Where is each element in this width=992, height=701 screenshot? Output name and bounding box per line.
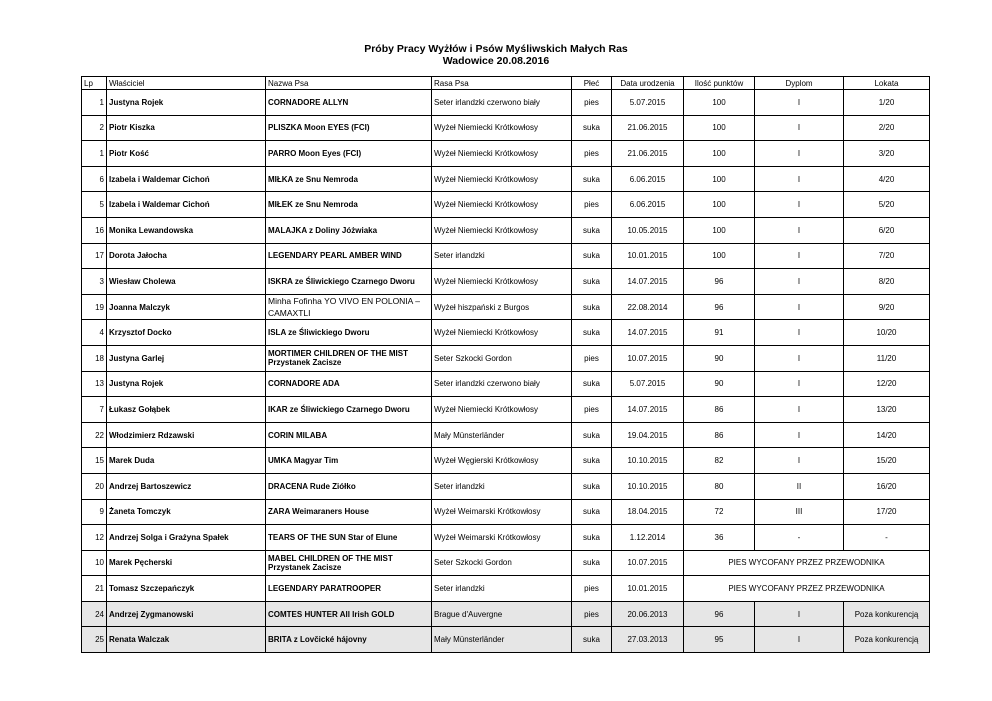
lp-cell: 1	[82, 90, 107, 116]
breed-cell: Wyżeł Niemiecki Krótkowłosy	[432, 269, 572, 295]
owner-cell: Renata Walczak	[107, 627, 266, 653]
lp-cell: 20	[82, 473, 107, 499]
dog-name-cell: MALAJKA z Doliny Jóżwiaka	[266, 217, 432, 243]
breed-cell: Brague d'Auvergne	[432, 601, 572, 627]
sex-cell: pies	[572, 192, 612, 218]
dog-name-cell: LEGENDARY PEARL AMBER WIND	[266, 243, 432, 269]
diploma-cell: I	[755, 422, 844, 448]
points-cell: 100	[684, 217, 755, 243]
dog-name-cell: ZARA Weimaraners House	[266, 499, 432, 525]
sex-cell: suka	[572, 371, 612, 397]
place-cell: 10/20	[844, 320, 930, 346]
lp-cell: 21	[82, 576, 107, 602]
birth-date-cell: 10.10.2015	[612, 448, 684, 474]
lp-cell: 16	[82, 217, 107, 243]
birth-date-cell: 18.04.2015	[612, 499, 684, 525]
owner-cell: Dorota Jałocha	[107, 243, 266, 269]
col-sex-header: Płeć	[572, 77, 612, 90]
place-cell: 13/20	[844, 397, 930, 423]
points-cell: 80	[684, 473, 755, 499]
diploma-cell: I	[755, 192, 844, 218]
lp-cell: 3	[82, 269, 107, 295]
breed-cell: Wyżeł Niemiecki Krótkowłosy	[432, 166, 572, 192]
place-cell: 6/20	[844, 217, 930, 243]
sex-cell: pies	[572, 90, 612, 116]
table-body	[82, 90, 930, 653]
breed-cell: Wyżeł Weimarski Krótkowłosy	[432, 499, 572, 525]
table-row	[82, 90, 930, 116]
owner-cell: Joanna Malczyk	[107, 294, 266, 320]
diploma-cell: I	[755, 243, 844, 269]
lp-cell: 4	[82, 320, 107, 346]
place-cell: 11/20	[844, 345, 930, 371]
dog-name-cell: PLISZKA Moon EYES (FCI)	[266, 115, 432, 141]
owner-cell: Żaneta Tomczyk	[107, 499, 266, 525]
breed-cell: Wyżeł Niemiecki Krótkowłosy	[432, 115, 572, 141]
points-cell: 90	[684, 345, 755, 371]
birth-date-cell: 21.06.2015	[612, 141, 684, 167]
table-row	[82, 141, 930, 167]
sex-cell: pies	[572, 576, 612, 602]
lp-cell: 17	[82, 243, 107, 269]
birth-date-cell: 10.01.2015	[612, 243, 684, 269]
birth-date-cell: 14.07.2015	[612, 269, 684, 295]
place-cell: 1/20	[844, 90, 930, 116]
sex-cell: suka	[572, 499, 612, 525]
sex-cell: pies	[572, 345, 612, 371]
diploma-cell: I	[755, 320, 844, 346]
owner-cell: Monika Lewandowska	[107, 217, 266, 243]
table-row	[82, 448, 930, 474]
table-row	[82, 627, 930, 653]
birth-date-cell: 14.07.2015	[612, 397, 684, 423]
dog-name-cell: MIŁKA ze Snu Nemroda	[266, 166, 432, 192]
breed-cell: Seter irlandzki	[432, 243, 572, 269]
points-cell: 96	[684, 601, 755, 627]
diploma-cell: I	[755, 269, 844, 295]
col-place-header: Lokata	[844, 77, 930, 90]
dog-name-cell: LEGENDARY PARATROOPER	[266, 576, 432, 602]
lp-cell: 25	[82, 627, 107, 653]
dog-name-cell: MIŁEK ze Snu Nemroda	[266, 192, 432, 218]
owner-cell: Andrzej Bartoszewicz	[107, 473, 266, 499]
lp-cell: 2	[82, 115, 107, 141]
breed-cell: Wyżeł hiszpański z Burgos	[432, 294, 572, 320]
col-dog-name-header: Nazwa Psa	[266, 77, 432, 90]
table-header-row	[82, 77, 930, 90]
table-row	[82, 115, 930, 141]
lp-cell: 5	[82, 192, 107, 218]
diploma-cell: I	[755, 371, 844, 397]
dog-name-cell: PARRO Moon Eyes (FCI)	[266, 141, 432, 167]
lp-cell: 19	[82, 294, 107, 320]
points-cell: 36	[684, 525, 755, 551]
lp-cell: 13	[82, 371, 107, 397]
sex-cell: suka	[572, 525, 612, 551]
birth-date-cell: 20.06.2013	[612, 601, 684, 627]
place-cell: 17/20	[844, 499, 930, 525]
points-cell: 86	[684, 422, 755, 448]
dog-name-cell: COMTES HUNTER All Irish GOLD	[266, 601, 432, 627]
birth-date-cell: 5.07.2015	[612, 371, 684, 397]
dog-name-cell: CORNADORE ALLYN	[266, 90, 432, 116]
lp-cell: 7	[82, 397, 107, 423]
withdrawn-cell: PIES WYCOFANY PRZEZ PRZEWODNIKA	[684, 550, 930, 576]
dog-name-cell: MABEL CHILDREN OF THE MIST Przystanek Zacisze	[266, 550, 432, 576]
breed-cell: Wyżeł Weimarski Krótkowłosy	[432, 525, 572, 551]
points-cell: 100	[684, 90, 755, 116]
place-cell: 2/20	[844, 115, 930, 141]
place-cell: 14/20	[844, 422, 930, 448]
diploma-cell: II	[755, 473, 844, 499]
table-row	[82, 576, 930, 602]
owner-cell: Andrzej Solga i Grażyna Spałek	[107, 525, 266, 551]
diploma-cell: I	[755, 448, 844, 474]
sex-cell: suka	[572, 115, 612, 141]
place-cell: 12/20	[844, 371, 930, 397]
place-cell: 7/20	[844, 243, 930, 269]
col-points-header: Ilość punktów	[684, 77, 755, 90]
sex-cell: suka	[572, 217, 612, 243]
owner-cell: Justyna Rojek	[107, 371, 266, 397]
points-cell: 100	[684, 141, 755, 167]
place-cell: Poza konkurencją	[844, 627, 930, 653]
table-row	[82, 166, 930, 192]
dog-name-cell: BRITA z Lovčické hájovny	[266, 627, 432, 653]
col-breed-header: Rasa Psa	[432, 77, 572, 90]
dog-name-cell: CORNADORE ADA	[266, 371, 432, 397]
table-row	[82, 371, 930, 397]
diploma-cell: I	[755, 115, 844, 141]
birth-date-cell: 1.12.2014	[612, 525, 684, 551]
points-cell: 100	[684, 115, 755, 141]
diploma-cell: I	[755, 345, 844, 371]
table-row	[82, 345, 930, 371]
owner-cell: Łukasz Gołąbek	[107, 397, 266, 423]
sex-cell: suka	[572, 448, 612, 474]
diploma-cell: I	[755, 166, 844, 192]
points-cell: 95	[684, 627, 755, 653]
table-row	[82, 473, 930, 499]
table-row	[82, 499, 930, 525]
birth-date-cell: 10.07.2015	[612, 345, 684, 371]
breed-cell: Seter Szkocki Gordon	[432, 550, 572, 576]
birth-date-cell: 14.07.2015	[612, 320, 684, 346]
owner-cell: Piotr Kość	[107, 141, 266, 167]
sex-cell: suka	[572, 320, 612, 346]
birth-date-cell: 6.06.2015	[612, 166, 684, 192]
points-cell: 82	[684, 448, 755, 474]
owner-cell: Wiesław Cholewa	[107, 269, 266, 295]
owner-cell: Justyna Rojek	[107, 90, 266, 116]
place-cell: 15/20	[844, 448, 930, 474]
owner-cell: Włodzimierz Rdzawski	[107, 422, 266, 448]
sex-cell: pies	[572, 141, 612, 167]
lp-cell: 24	[82, 601, 107, 627]
diploma-cell: I	[755, 141, 844, 167]
birth-date-cell: 5.07.2015	[612, 90, 684, 116]
points-cell: 96	[684, 269, 755, 295]
breed-cell: Wyżeł Niemiecki Krótkowłosy	[432, 217, 572, 243]
breed-cell: Seter irlandzki czerwono biały	[432, 90, 572, 116]
owner-cell: Marek Pęcherski	[107, 550, 266, 576]
sex-cell: suka	[572, 627, 612, 653]
document-header	[0, 43, 992, 67]
diploma-cell: I	[755, 90, 844, 116]
breed-cell: Seter irlandzki czerwono biały	[432, 371, 572, 397]
points-cell: 100	[684, 243, 755, 269]
dog-name-cell: TEARS OF THE SUN Star of Elune	[266, 525, 432, 551]
breed-cell: Wyżeł Niemiecki Krótkowłosy	[432, 192, 572, 218]
place-cell: 3/20	[844, 141, 930, 167]
breed-cell: Seter irlandzki	[432, 576, 572, 602]
owner-cell: Izabela i Waldemar Cichoń	[107, 166, 266, 192]
lp-cell: 15	[82, 448, 107, 474]
document-subtitle: Wadowice 20.08.2016	[442, 55, 550, 67]
sex-cell: suka	[572, 294, 612, 320]
col-birth-date-header: Data urodzenia	[612, 77, 684, 90]
col-diploma-header: Dyplom	[755, 77, 844, 90]
place-cell: 4/20	[844, 166, 930, 192]
lp-cell: 9	[82, 499, 107, 525]
lp-cell: 6	[82, 166, 107, 192]
points-cell: 72	[684, 499, 755, 525]
col-lp-header: Lp	[82, 77, 107, 90]
table-row	[82, 217, 930, 243]
table-row	[82, 294, 930, 320]
breed-cell: Seter Szkocki Gordon	[432, 345, 572, 371]
dog-name-cell: UMKA Magyar Tim	[266, 448, 432, 474]
place-cell: 9/20	[844, 294, 930, 320]
diploma-cell: I	[755, 397, 844, 423]
dog-name-cell: ISKRA ze Śliwickiego Czarnego Dworu	[266, 269, 432, 295]
points-cell: 86	[684, 397, 755, 423]
breed-cell: Seter irlandzki	[432, 473, 572, 499]
diploma-cell: I	[755, 627, 844, 653]
points-cell: 100	[684, 192, 755, 218]
points-cell: 100	[684, 166, 755, 192]
dog-name-cell: ISLA ze Śliwickiego Dworu	[266, 320, 432, 346]
diploma-cell: I	[755, 217, 844, 243]
sex-cell: suka	[572, 243, 612, 269]
breed-cell: Mały Münsterländer	[432, 627, 572, 653]
birth-date-cell: 10.05.2015	[612, 217, 684, 243]
sex-cell: pies	[572, 397, 612, 423]
withdrawn-cell: PIES WYCOFANY PRZEZ PRZEWODNIKA	[684, 576, 930, 602]
lp-cell: 12	[82, 525, 107, 551]
place-cell: 8/20	[844, 269, 930, 295]
owner-cell: Andrzej Zygmanowski	[107, 601, 266, 627]
birth-date-cell: 10.10.2015	[612, 473, 684, 499]
diploma-cell: I	[755, 294, 844, 320]
points-cell: 96	[684, 294, 755, 320]
sex-cell: suka	[572, 166, 612, 192]
birth-date-cell: 22.08.2014	[612, 294, 684, 320]
place-cell: -	[844, 525, 930, 551]
place-cell: 5/20	[844, 192, 930, 218]
owner-cell: Justyna Garlej	[107, 345, 266, 371]
birth-date-cell: 19.04.2015	[612, 422, 684, 448]
breed-cell: Wyżeł Niemiecki Krótkowłosy	[432, 141, 572, 167]
owner-cell: Izabela i Waldemar Cichoń	[107, 192, 266, 218]
sex-cell: suka	[572, 550, 612, 576]
document-title: Próby Pracy Wyżłów i Psów Myśliwskich Małych Ras	[364, 43, 628, 55]
place-cell: Poza konkurencją	[844, 601, 930, 627]
table-row	[82, 550, 930, 576]
dog-name-cell: DRACENA Rude Ziółko	[266, 473, 432, 499]
breed-cell: Wyżeł Węgierski Krótkowłosy	[432, 448, 572, 474]
sex-cell: suka	[572, 422, 612, 448]
table-row	[82, 422, 930, 448]
owner-cell: Piotr Kiszka	[107, 115, 266, 141]
birth-date-cell: 6.06.2015	[612, 192, 684, 218]
owner-cell: Marek Duda	[107, 448, 266, 474]
breed-cell: Wyżeł Niemiecki Krótkowłosy	[432, 397, 572, 423]
table-row	[82, 525, 930, 551]
diploma-cell: -	[755, 525, 844, 551]
table-row	[82, 192, 930, 218]
points-cell: 91	[684, 320, 755, 346]
dog-name-cell: CORIN MILABA	[266, 422, 432, 448]
diploma-cell: III	[755, 499, 844, 525]
birth-date-cell: 10.07.2015	[612, 550, 684, 576]
lp-cell: 18	[82, 345, 107, 371]
diploma-cell: I	[755, 601, 844, 627]
lp-cell: 10	[82, 550, 107, 576]
table-row	[82, 320, 930, 346]
lp-cell: 22	[82, 422, 107, 448]
col-owner-header: Właściciel	[107, 77, 266, 90]
breed-cell: Wyżeł Niemiecki Krótkowłosy	[432, 320, 572, 346]
lp-cell: 1	[82, 141, 107, 167]
birth-date-cell: 21.06.2015	[612, 115, 684, 141]
place-cell: 16/20	[844, 473, 930, 499]
table-row	[82, 601, 930, 627]
sex-cell: suka	[572, 269, 612, 295]
breed-cell: Mały Münsterländer	[432, 422, 572, 448]
table-row	[82, 397, 930, 423]
dog-name-cell: MORTIMER CHILDREN OF THE MIST Przystanek Zacisze	[266, 345, 432, 371]
dog-name-cell: IKAR ze Śliwickiego Czarnego Dworu	[266, 397, 432, 423]
owner-cell: Krzysztof Docko	[107, 320, 266, 346]
points-cell: 90	[684, 371, 755, 397]
table-row	[82, 269, 930, 295]
sex-cell: suka	[572, 473, 612, 499]
dog-name-cell: Minha Fofinha YO VIVO EN POLONIA – CAMAXTLI	[266, 294, 432, 320]
results-table	[81, 76, 930, 653]
owner-cell: Tomasz Szczepańczyk	[107, 576, 266, 602]
birth-date-cell: 27.03.2013	[612, 627, 684, 653]
sex-cell: pies	[572, 601, 612, 627]
birth-date-cell: 10.01.2015	[612, 576, 684, 602]
table-row	[82, 243, 930, 269]
